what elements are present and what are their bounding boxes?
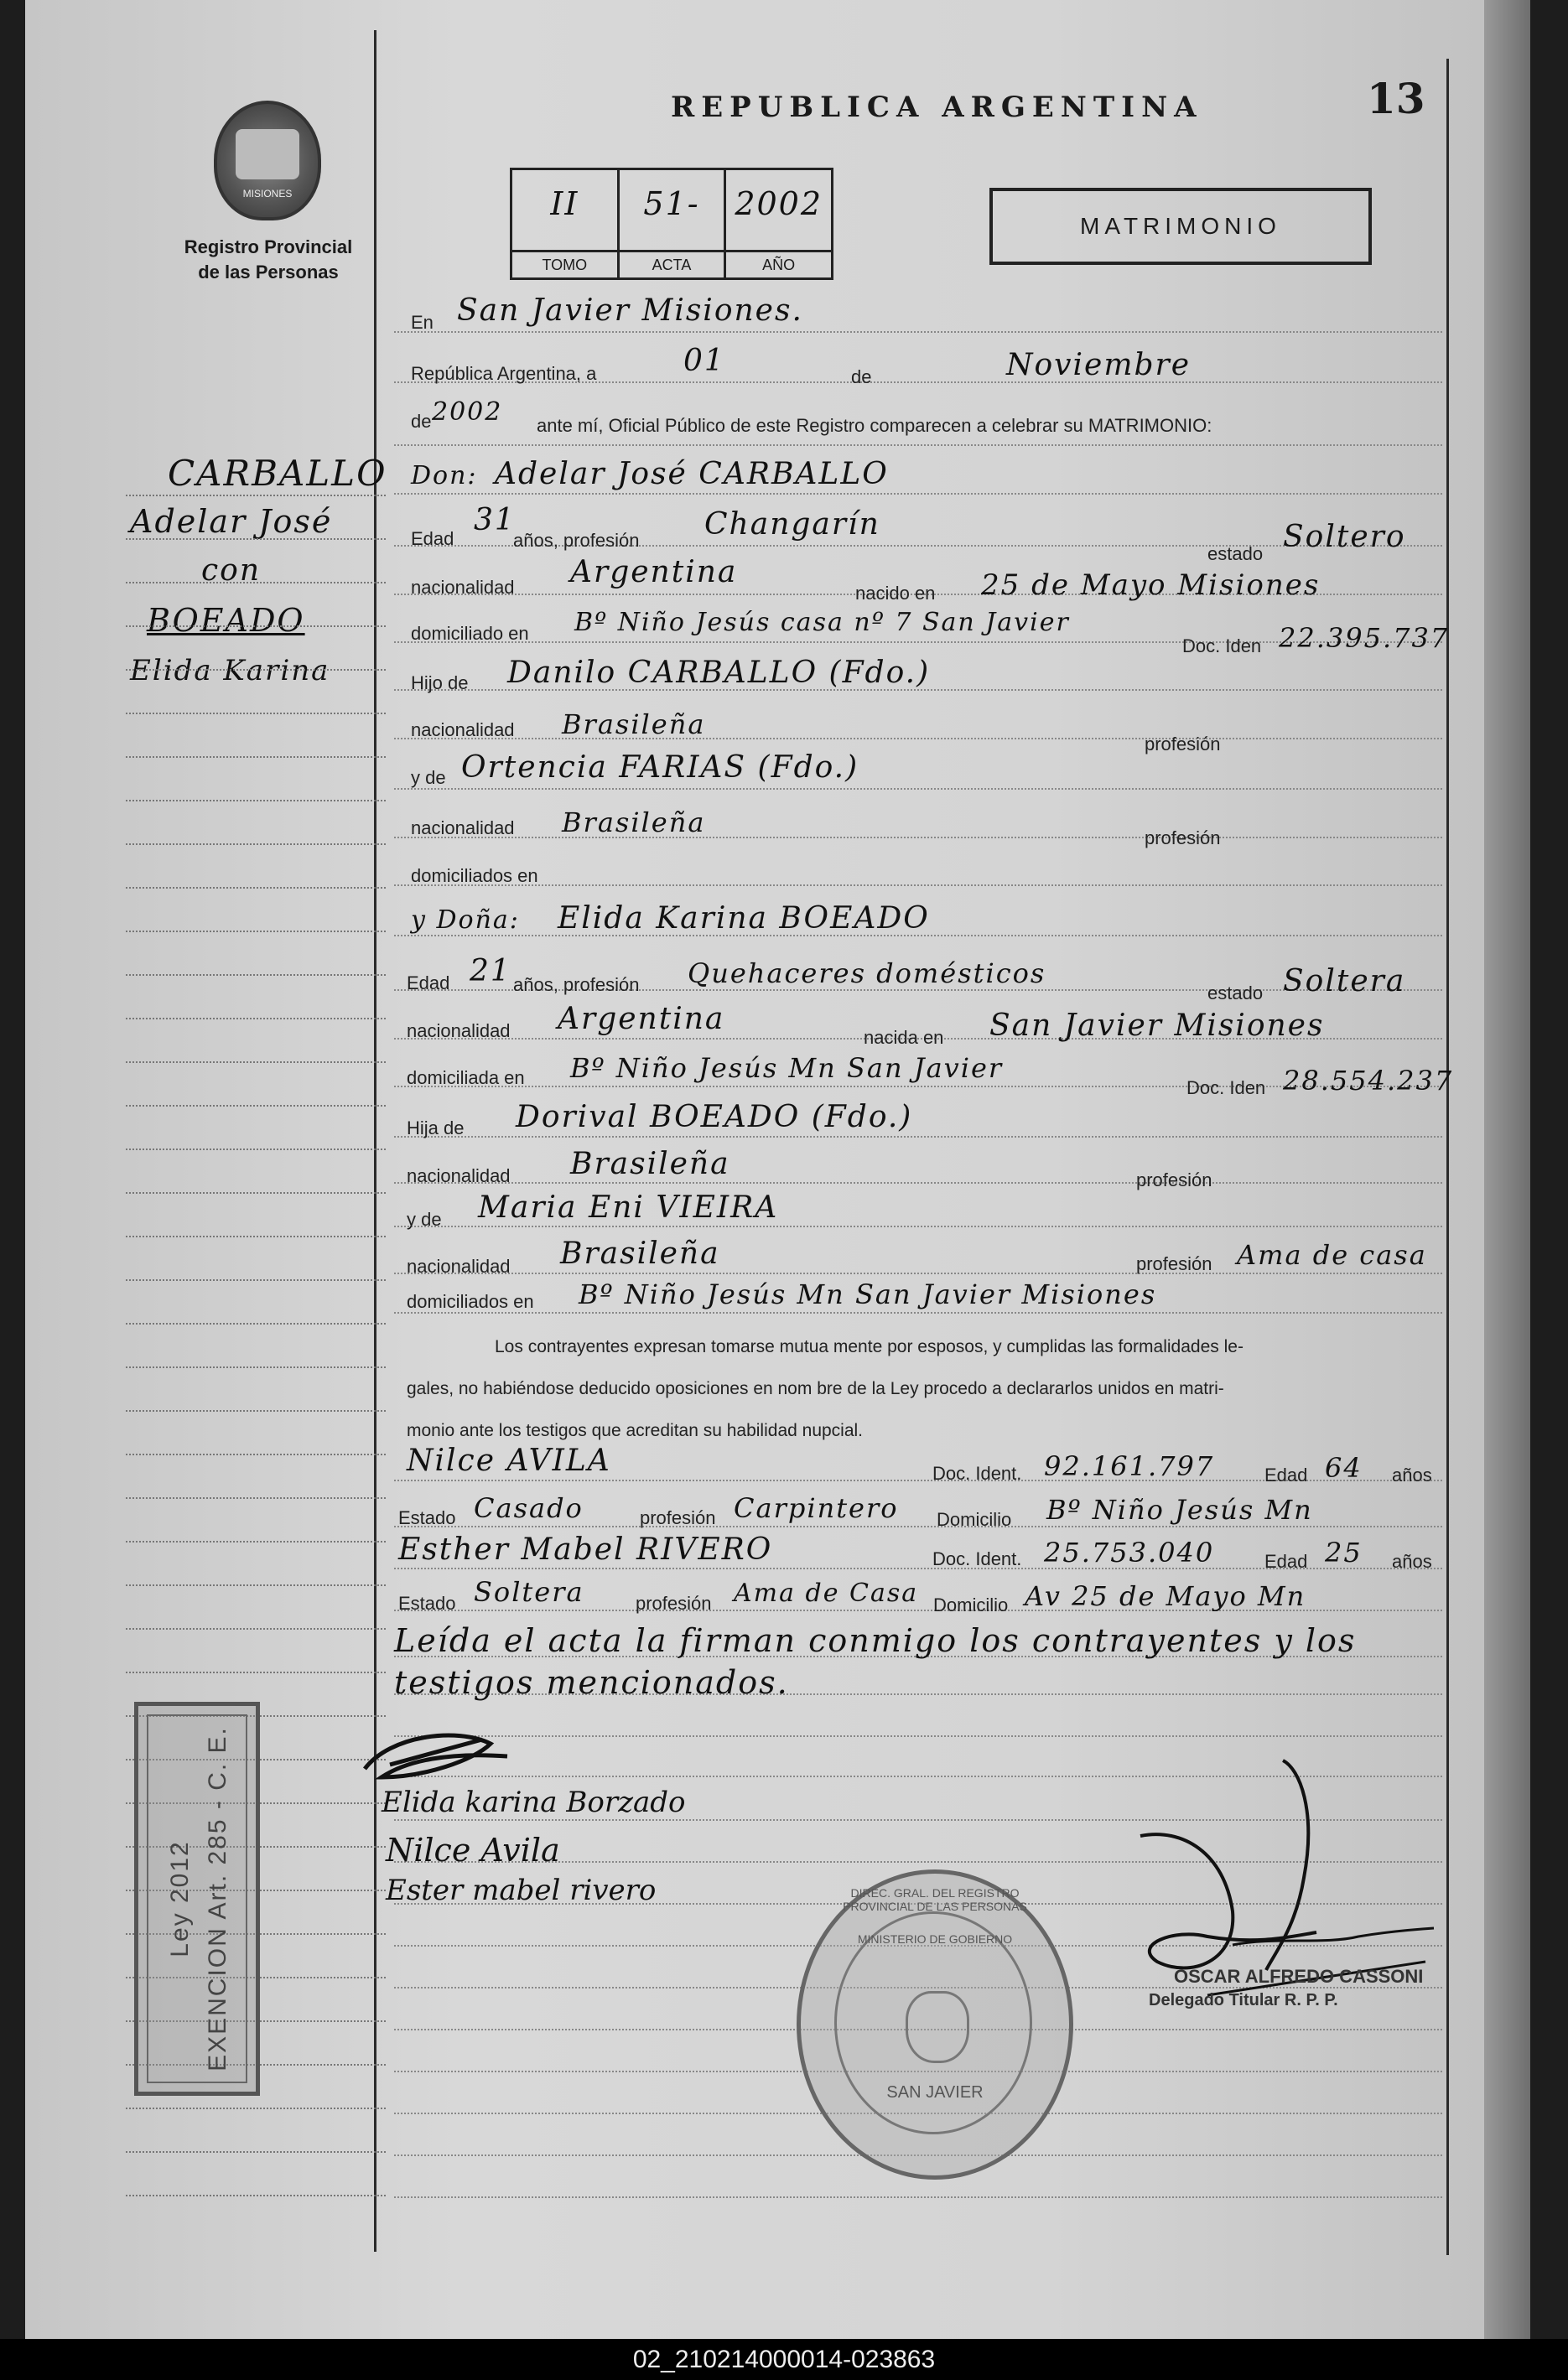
witness1-name: Nilce AVILA: [407, 1444, 611, 1478]
bride-birthplace: San Javier Misiones: [989, 1009, 1325, 1043]
acta-label: ACTA: [620, 250, 724, 277]
month-value: Noviembre: [1006, 348, 1192, 382]
margin-rule-line: [126, 1366, 386, 1368]
bride-doc-label: Doc. Iden: [1186, 1077, 1266, 1098]
margin-rule-line: [126, 713, 386, 714]
official-title: Delegado Titular R. P. P.: [1149, 1991, 1338, 2009]
body-rule-line: [394, 1735, 1442, 1737]
witness2-address: Av 25 de Mayo Mn: [1025, 1580, 1306, 1612]
crest-text: MISIONES: [242, 188, 293, 200]
margin-rule-line: [126, 1584, 386, 1586]
witness1-signature: Nilce Avila: [386, 1832, 560, 1869]
witness2-edad-label: Edad: [1264, 1551, 1308, 1572]
closing-line2: testigos mencionados.: [394, 1664, 789, 1701]
exemption-stamp-border: [147, 1714, 247, 2083]
body-rule-line: [394, 331, 1442, 333]
margin-rule-line: [126, 2151, 386, 2153]
place-value: San Javier Misiones.: [457, 293, 803, 328]
en-label: En: [411, 312, 434, 333]
witness2-anos-label: años: [1392, 1551, 1432, 1572]
groom-age: 31: [474, 503, 516, 537]
margin-rule-line: [126, 2108, 386, 2109]
body-rule-line: [394, 1226, 1442, 1227]
margin-name-groom: Adelar José: [130, 503, 333, 540]
acta-value: 51-: [643, 185, 700, 222]
bride-estado: Soltera: [1283, 964, 1406, 998]
margin-rule-line: [126, 1149, 386, 1150]
witness2-age: 25: [1325, 1537, 1363, 1569]
republica-label: República Argentina, a: [411, 363, 597, 384]
year-value: 2002: [432, 397, 503, 427]
groom-name: Adelar José CARBALLO: [495, 457, 889, 491]
margin-rule-line: [126, 669, 386, 671]
body-rule-line: [394, 1182, 1442, 1184]
body-rule-line: [394, 1273, 1442, 1274]
margin-surname-bride: BOEADO: [147, 602, 305, 639]
margin-rule-line: [126, 1105, 386, 1107]
groom-signature: [356, 1719, 524, 1794]
witness1-doc: 92.161.797: [1044, 1450, 1215, 1482]
margin-name-bride: Elida Karina: [130, 654, 330, 687]
margin-rule-line: [126, 1541, 386, 1543]
body-rule-line: [394, 1312, 1442, 1314]
acta-cell: [620, 170, 727, 277]
bride-estado-label: estado: [1207, 983, 1264, 1003]
right-border: [1446, 59, 1449, 2255]
margin-rule-line: [126, 582, 386, 583]
seal-emblem: [906, 1991, 969, 2063]
groom-mother-nat-label: nacionalidad: [411, 817, 515, 838]
bride-mother-prof-label: profesión: [1136, 1253, 1212, 1274]
bride-hija-label: Hija de: [407, 1117, 465, 1138]
bride-father-prof-label: profesión: [1136, 1169, 1212, 1190]
body-rule-line: [394, 1136, 1442, 1138]
groom-father: Danilo CARBALLO (Fdo.): [507, 656, 931, 690]
intro-text: ante mí, Oficial Público de este Registro comparecen a celebrar su MATRIMONIO:: [537, 415, 1212, 436]
margin-con: con: [201, 553, 262, 588]
groom-estado: Soltero: [1283, 520, 1406, 554]
margin-rule-line: [126, 1061, 386, 1063]
bride-edad-label: Edad: [407, 972, 450, 993]
margin-rule-line: [126, 1672, 386, 1673]
seal-inner-text: MINISTERIO DE GOBIERNO: [857, 1932, 1013, 1946]
witness2-doc-label: Doc. Ident.: [932, 1548, 1022, 1569]
year-prefix: de: [411, 411, 432, 432]
body-rule-line: [394, 444, 1442, 446]
bride-domiciliados-label: domiciliados en: [407, 1291, 534, 1312]
country-title: REPUBLICA ARGENTINA: [671, 91, 1203, 124]
exemption-stamp-line2: EXENCION Art. 285 - C. E.: [204, 1726, 231, 2071]
margin-rule-line: [126, 1410, 386, 1412]
crest-emblem: [236, 129, 299, 179]
groom-y-de-label: y de: [411, 767, 446, 788]
closing-line1: Leída el acta la firman conmigo los contrayentes y los: [394, 1622, 1357, 1659]
ano-value: 2002: [735, 185, 823, 222]
bride-prefix: y Doña:: [411, 905, 520, 935]
ano-cell: [726, 170, 831, 277]
tomo-label: TOMO: [512, 250, 617, 277]
margin-divider: [374, 30, 376, 2252]
groom-doc-label: Doc. Iden: [1182, 635, 1262, 656]
margin-rule-line: [126, 931, 386, 932]
groom-profesion-label: años, profesión: [513, 530, 640, 551]
bride-father-nat-label: nacionalidad: [407, 1165, 511, 1186]
witness2-prof-label: profesión: [636, 1593, 712, 1614]
witness1-address: Bº Niño Jesús Mn: [1046, 1494, 1313, 1526]
day-value: 01: [683, 344, 725, 378]
body-rule-line: [394, 1526, 1442, 1527]
groom-hijo-label: Hijo de: [411, 672, 469, 693]
page-number: 13: [1367, 74, 1425, 123]
body-rule-line: [394, 493, 1442, 495]
margin-rule-line: [126, 495, 386, 496]
body-rule-line: [394, 2196, 1442, 2198]
witness1-profession: Carpintero: [734, 1492, 899, 1524]
bride-nacida-label: nacida en: [864, 1027, 944, 1048]
groom-father-prof-label: profesión: [1145, 734, 1221, 754]
witness1-edad-label: Edad: [1264, 1465, 1308, 1486]
margin-rule-line: [126, 1279, 386, 1281]
bride-father-nat: Brasileña: [570, 1147, 730, 1181]
margin-rule-line: [126, 1018, 386, 1019]
registry-name-line2: de las Personas: [198, 262, 339, 283]
ano-label: AÑO: [726, 250, 831, 277]
exemption-stamp: [134, 1702, 260, 2096]
groom-mother-nat: Brasileña: [562, 806, 706, 838]
tomo-value: II: [550, 185, 579, 222]
groom-domiciliados-label: domiciliados en: [411, 865, 538, 886]
bride-nationality: Argentina: [558, 1002, 725, 1036]
witness1-prof-label: profesión: [640, 1507, 716, 1528]
groom-father-nat-label: nacionalidad: [411, 719, 515, 740]
declaration-line2: gales, no habiéndose deducido oposiciones en nom bre de la Ley procedo a declararlos unidos en matri-: [407, 1379, 1224, 1398]
margin-surname-groom: CARBALLO: [168, 453, 387, 494]
witness2-name: Esther Mabel RIVERO: [398, 1532, 773, 1567]
bride-father: Dorival BOEADO (Fdo.): [516, 1100, 913, 1134]
registry-name-line1: Registro Provincial: [184, 236, 353, 257]
margin-rule-line: [126, 800, 386, 801]
official-seal: [797, 1869, 1073, 2180]
margin-rule-line: [126, 1192, 386, 1194]
groom-dom-label: domiciliado en: [411, 623, 529, 644]
bride-age: 21: [470, 954, 511, 988]
bride-name: Elida Karina BOEADO: [558, 901, 930, 936]
page-edge: [1484, 0, 1530, 2339]
witness1-estado-label: Estado: [398, 1507, 456, 1528]
bride-profesion-label: años, profesión: [513, 974, 640, 995]
body-rule-line: [394, 884, 1442, 886]
declaration-line3: monio ante los testigos que acreditan su habilidad nupcial.: [407, 1421, 864, 1440]
margin-rule-line: [126, 1628, 386, 1630]
margin-rule-line: [126, 843, 386, 845]
margin-rule-line: [126, 1323, 386, 1325]
body-rule-line: [394, 738, 1442, 739]
margin-rule-line: [126, 1497, 386, 1499]
bride-mother-profession: Ama de casa: [1237, 1239, 1427, 1271]
bride-y-de-label: y de: [407, 1209, 442, 1230]
bride-parents-address: Bº Niño Jesús Mn San Javier Misiones: [579, 1278, 1157, 1310]
groom-estado-label: estado: [1207, 543, 1264, 564]
seal-outer-text: DIREC. GRAL. DEL REGISTRO PROVINCIAL DE LAS PERSONAS: [843, 1886, 1027, 1913]
tomo-cell: [512, 170, 620, 277]
witness2-estado: Soltera: [474, 1576, 584, 1608]
file-id-footer: 02_210214000014-023863: [0, 2339, 1568, 2380]
margin-rule-line: [126, 756, 386, 758]
witness1-doc-label: Doc. Ident.: [932, 1463, 1022, 1484]
bride-doc: 28.554.237: [1283, 1065, 1454, 1097]
provincial-crest: [214, 101, 321, 220]
groom-nat-label: nacionalidad: [411, 577, 515, 598]
bride-mother: Maria Eni VIEIRA: [478, 1190, 779, 1225]
bride-signature: Elida karina Borzado: [382, 1786, 686, 1819]
margin-rule-line: [126, 1454, 386, 1455]
witness2-dom-label: Domicilio: [933, 1594, 1009, 1615]
bride-nat-label: nacionalidad: [407, 1020, 511, 1041]
groom-mother-prof-label: profesión: [1145, 827, 1221, 848]
bride-address: Bº Niño Jesús Mn San Javier: [570, 1052, 1004, 1084]
margin-rule-line: [126, 887, 386, 889]
witness1-estado: Casado: [474, 1492, 584, 1524]
groom-birthplace: 25 de Mayo Misiones: [981, 568, 1321, 602]
groom-edad-label: Edad: [411, 528, 454, 549]
groom-address: Bº Niño Jesús casa nº 7 San Javier: [574, 608, 1070, 637]
bride-dom-label: domiciliada en: [407, 1067, 525, 1088]
body-rule-line: [394, 837, 1442, 838]
witness2-estado-label: Estado: [398, 1593, 456, 1614]
margin-rule-line: [126, 625, 386, 627]
exemption-stamp-line1: Ley 2012: [166, 1840, 194, 1957]
margin-rule-line: [126, 2195, 386, 2196]
witness1-dom-label: Domicilio: [937, 1509, 1012, 1530]
groom-prefix: Don:: [411, 461, 478, 490]
body-rule-line: [394, 788, 1442, 790]
record-type-box: MATRIMONIO: [989, 188, 1372, 265]
margin-rule-line: [126, 538, 386, 540]
official-name: OSCAR ALFREDO CASSONI: [1174, 1966, 1424, 1987]
groom-nacido-label: nacido en: [855, 583, 936, 604]
bride-mother-nat-label: nacionalidad: [407, 1256, 511, 1277]
record-id-box: [510, 168, 833, 280]
seal-city: SAN JAVIER: [886, 2083, 984, 2102]
witness2-profession: Ama de Casa: [734, 1579, 919, 1608]
groom-nationality: Argentina: [570, 555, 738, 589]
bride-profession: Quehaceres domésticos: [688, 957, 1046, 989]
margin-rule-line: [126, 974, 386, 976]
margin-rule-line: [126, 1236, 386, 1237]
witness1-anos-label: años: [1392, 1465, 1432, 1486]
declaration-line1: Los contrayentes expresan tomarse mutua mente por esposos, y cumplidas las formalidades le-: [495, 1337, 1243, 1356]
bride-mother-nat: Brasileña: [560, 1237, 720, 1271]
groom-doc: 22.395.737: [1279, 622, 1450, 654]
de-label: de: [851, 366, 872, 387]
registry-name: [143, 235, 394, 285]
witness1-age: 64: [1325, 1452, 1363, 1484]
groom-father-nat: Brasileña: [562, 708, 706, 740]
witness2-doc: 25.753.040: [1044, 1537, 1215, 1569]
groom-mother: Ortencia FARIAS (Fdo.): [461, 750, 859, 785]
groom-profession: Changarín: [704, 507, 880, 542]
witness2-signature: Ester mabel rivero: [386, 1874, 657, 1907]
